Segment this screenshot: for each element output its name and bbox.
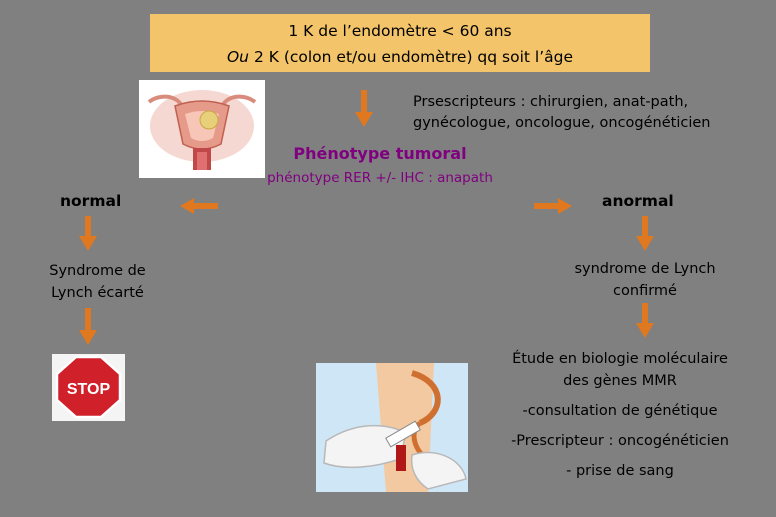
arrow-down-criteria	[355, 90, 373, 128]
step-consultation: -consultation de génétique	[522, 403, 718, 419]
arrow-down-to-etude	[636, 303, 654, 339]
uterus-illustration-icon	[139, 80, 265, 178]
lynch-excluded-line-2: Lynch écarté	[51, 285, 144, 301]
arrow-down-to-stop	[79, 308, 97, 346]
lynch-confirmed-text	[560, 258, 730, 302]
etude-line-1: Étude en biologie moléculaire	[512, 351, 728, 367]
step-prescripteur: -Prescripteur : oncogénéticien	[511, 433, 729, 449]
normal-label: normal	[60, 192, 122, 210]
arrow-right-anormal	[534, 198, 572, 214]
lynch-confirmed-line-1: syndrome de Lynch	[574, 261, 716, 277]
blood-draw-syringe-icon	[316, 363, 468, 492]
arrow-down-anormal	[636, 216, 654, 252]
criteria-line-2-italic: Ou	[226, 48, 250, 66]
criteria-box	[150, 14, 650, 72]
phenotype-title: Phénotype tumoral	[293, 144, 467, 163]
prescripteurs-line-2: gynécologue, oncologue, oncogénéticien	[413, 115, 711, 131]
arrow-down-normal	[79, 216, 97, 252]
etude-line-2: des gènes MMR	[563, 373, 677, 389]
lynch-confirmed-line-2: confirmé	[613, 283, 677, 299]
arrow-left-normal	[180, 198, 218, 214]
lynch-excluded-line-1: Syndrome de	[49, 263, 146, 279]
molecular-study-text	[480, 348, 760, 482]
stop-sign-icon	[52, 354, 125, 421]
prescripteurs-text	[413, 92, 743, 134]
prescripteurs-line-1: Prsescripteurs : chirurgien, anat-path,	[413, 94, 689, 110]
step-prise-de-sang: - prise de sang	[566, 463, 674, 479]
criteria-line-2	[150, 44, 650, 70]
anormal-label: anormal	[602, 192, 674, 210]
lynch-excluded-text	[30, 260, 165, 304]
criteria-line-1: 1 K de l’endomètre < 60 ans	[288, 22, 512, 40]
phenotype-subtitle: phénotype RER +/- IHC : anapath	[267, 170, 493, 186]
stop-sign-text: STOP	[66, 381, 111, 398]
criteria-line-2-rest: 2 K (colon et/ou endomètre) qq soit l’âge	[249, 48, 574, 66]
